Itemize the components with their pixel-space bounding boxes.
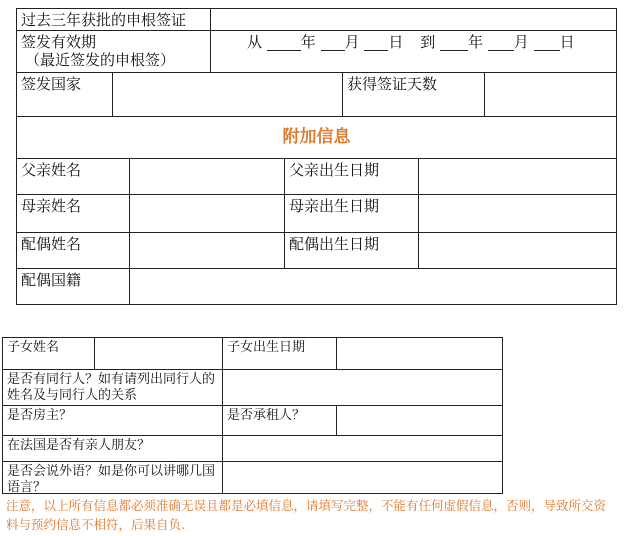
additional-info-heading: 附加信息	[17, 117, 617, 159]
homeowner-label: 是否房主？	[3, 406, 223, 436]
issuing-country-label: 签发国家	[17, 73, 113, 117]
tenant-field[interactable]	[337, 406, 503, 436]
date-from: 从	[247, 33, 263, 51]
father-dob-label: 父亲出生日期	[285, 159, 419, 195]
family-info-table	[2, 337, 503, 494]
visa-approved-field[interactable]	[211, 9, 617, 31]
child-dob-field[interactable]	[337, 338, 503, 370]
to-year: 年	[467, 33, 483, 51]
from-day: 日	[388, 33, 404, 51]
child-name-label: 子女姓名	[3, 338, 95, 370]
father-dob-field[interactable]	[419, 159, 617, 195]
from-month: 月	[344, 33, 360, 51]
spouse-name-field[interactable]	[130, 233, 285, 269]
from-year: 年	[300, 33, 316, 51]
spouse-nationality-field[interactable]	[130, 269, 617, 305]
languages-label: 是否会说外语？如是你可以讲哪几国语言？	[3, 462, 223, 494]
validity-label-line1: 签发有效期	[21, 33, 97, 51]
tenant-label: 是否承租人？	[223, 406, 337, 436]
to-day: 日	[559, 33, 575, 51]
companion-field[interactable]	[223, 370, 503, 406]
visa-days-field[interactable]	[485, 73, 617, 117]
main-info-table	[16, 8, 617, 305]
father-name-field[interactable]	[130, 159, 285, 195]
spouse-dob-field[interactable]	[419, 233, 617, 269]
spouse-dob-label: 配偶出生日期	[285, 233, 419, 269]
mother-dob-field[interactable]	[419, 195, 617, 233]
visa-approved-label: 过去三年获批的申根签证	[17, 9, 211, 31]
companion-label: 是否有同行人？如有请列出同行人的姓名及与同行人的关系	[3, 370, 223, 406]
mother-dob-label: 母亲出生日期	[285, 195, 419, 233]
warning-note: 注意，以上所有信息都必须准确无误且都是必填信息，请填写完整，不能有任何虚假信息，否则，导致所交资料与预约信息不相符，后果自负.	[6, 498, 607, 532]
father-name-label: 父亲姓名	[17, 159, 130, 195]
to-month: 月	[513, 33, 529, 51]
issuing-country-field[interactable]	[113, 73, 343, 117]
mother-name-field[interactable]	[130, 195, 285, 233]
spouse-nationality-label: 配偶国籍	[17, 269, 130, 305]
relatives-france-field[interactable]	[223, 436, 503, 462]
visa-days-label: 获得签证天数	[343, 73, 485, 117]
languages-field[interactable]	[223, 462, 503, 494]
validity-date-field[interactable]	[211, 31, 617, 73]
validity-label	[17, 31, 211, 73]
relatives-france-label: 在法国是否有亲人朋友？	[3, 436, 223, 462]
date-to: 到	[420, 33, 436, 51]
child-dob-label: 子女出生日期	[223, 338, 337, 370]
mother-name-label: 母亲姓名	[17, 195, 130, 233]
validity-label-line2: （最近签发的申根签）	[25, 51, 176, 69]
spouse-name-label: 配偶姓名	[17, 233, 130, 269]
child-name-field[interactable]	[95, 338, 223, 370]
